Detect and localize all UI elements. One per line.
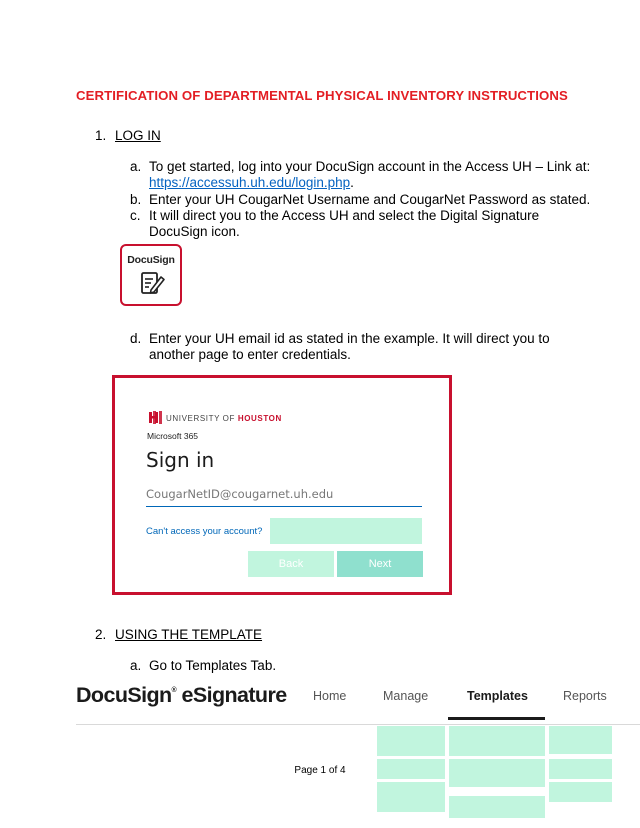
next-button[interactable]: Next (337, 551, 423, 577)
step-1a-text: To get started, log into your DocuSign account in the Access UH – Link at: (149, 159, 591, 174)
signin-heading: Sign in (146, 448, 215, 472)
document-sign-icon (139, 270, 167, 298)
step-1a-link-line (149, 175, 354, 192)
section-2-heading (95, 627, 262, 642)
step-1a-marker: a. (130, 159, 142, 174)
brand-name: DocuSign (76, 683, 172, 707)
step-1a-period: . (350, 175, 354, 190)
section-2-label: USING THE TEMPLATE (115, 627, 263, 642)
brand-registered-mark: ® (171, 687, 177, 694)
docusign-app-icon[interactable] (120, 244, 182, 306)
docusign-esignature-brand (76, 683, 287, 708)
redacted-area (270, 518, 422, 544)
tab-manage[interactable]: Manage (383, 689, 429, 703)
step-1d-line1: Enter your UH email id as stated in the example. It will direct you to (149, 331, 550, 346)
redacted-block (449, 726, 545, 756)
brand-product: eSignature (176, 683, 287, 707)
back-button[interactable]: Back (248, 551, 334, 577)
redacted-block (549, 782, 612, 802)
cant-access-account-link[interactable]: Can't access your account? (146, 526, 263, 537)
section-1-label: LOG IN (115, 128, 161, 143)
uh-interlocking-logo-icon (149, 411, 162, 424)
nav-divider (76, 724, 640, 725)
step-1b-text: Enter your UH CougarNet Username and CougarNet Password as stated. (149, 192, 591, 207)
step-1c (130, 208, 610, 242)
uh-logo (149, 411, 282, 424)
section-1-number: 1. (95, 128, 107, 143)
step-2a (130, 658, 610, 675)
active-tab-underline (448, 717, 545, 720)
redacted-block (449, 796, 545, 818)
step-1c-marker: c. (130, 208, 141, 223)
section-2-number: 2. (95, 627, 107, 642)
step-1a (130, 159, 610, 193)
step-1d-marker: d. (130, 331, 142, 346)
microsoft-signin-screenshot (112, 375, 452, 595)
docusign-icon-label: DocuSign (127, 254, 175, 266)
uh-name: HOUSTON (237, 414, 282, 423)
tab-templates[interactable]: Templates (467, 689, 528, 703)
step-1c-line2: DocuSign icon. (149, 224, 240, 239)
accessuh-login-link[interactable]: https://accessuh.uh.edu/login.php (149, 175, 351, 190)
redacted-block (377, 782, 445, 812)
tab-reports[interactable]: Reports (563, 689, 607, 703)
page-footer: Page 1 of 4 (294, 765, 346, 776)
redacted-block (549, 726, 612, 754)
step-1b (130, 192, 610, 209)
redacted-block (377, 726, 445, 756)
tab-home[interactable]: Home (313, 689, 347, 703)
step-1c-line1: It will direct you to the Access UH and select the Digital Signature (149, 208, 540, 223)
step-2a-text: Go to Templates Tab. (149, 658, 277, 673)
uh-prefix: UNIVERSITY OF (166, 414, 235, 423)
document-title: CERTIFICATION OF DEPARTMENTAL PHYSICAL INVENTORY INSTRUCTIONS (76, 88, 568, 103)
step-1d (130, 331, 610, 365)
section-1-heading (95, 128, 161, 143)
email-input[interactable] (146, 481, 422, 507)
microsoft-365-label: Microsoft 365 (147, 431, 199, 441)
step-1d-line2: another page to enter credentials. (149, 347, 351, 362)
step-2a-marker: a. (130, 658, 142, 673)
step-1b-marker: b. (130, 192, 142, 207)
